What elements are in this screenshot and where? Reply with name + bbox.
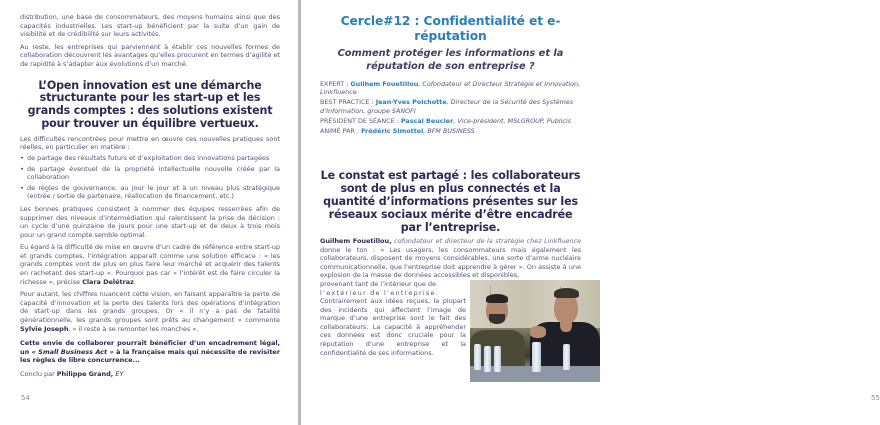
person-name-sylvie-joseph: Sylvie Joseph — [20, 324, 69, 333]
paragraph-fouetillou: Guilhem Fouetillou, cofondateur et directeur de la stratégie chez Linkfluence donne le ton : « Les usagers, les consommateurs mais également les collaborateurs, disposent de moyens considérables, une sorte d’arme nucléaire communicationnelle, que l’entreprise doit apprendre à gérer ». On assiste à une explosion de la masse de données accessibles et disponibles, — [320, 236, 582, 280]
section-title: Cercle#12 : Confidentialité et e-réputation — [340, 14, 561, 43]
list-item: • de partage éventuel de la propriété intellectuelle nouvelle créée par la collaboration — [20, 165, 280, 182]
left-column — [20, 13, 280, 382]
list-item: • de règles de gouvernance, au jour le jour et à un niveau plus stratégique (entrée / sortie de partenaire, réallocation de financement, etc.) — [20, 184, 280, 201]
open-innovation-callout: L’Open innovation est une démarche structurante pour les start-up et les grands comptes : des solutions existent pour trouver un équilibre vertueux. — [27, 78, 273, 130]
difficulties-intro: Les difficultés rencontrées pour mettre en œuvre ces nouvelles pratiques sont réelles, en particulier en matière : — [20, 134, 280, 152]
person-name-philippe-grand: Philippe Grand — [56, 370, 111, 378]
speaker-expert: EXPERT : Guilhem Fouetillou, Cofondateur et Directeur Stratégie et Innovation, Linkfluence — [320, 80, 581, 97]
list-item: • de partage des résultats futurs et d’exploitation des innovations partagées — [20, 154, 280, 163]
page-55 — [301, 0, 880, 425]
speakers-list — [320, 80, 581, 135]
conclusion-bold-paragraph: Cette envie de collaborer pourrait bénéficier d’un encadrement légal, un « Small Business Act » à la française mais qui nécessite de revisiter les règles de libre concurrence... — [20, 339, 280, 365]
concluded-by-line: Conclu par Philippe Grand, EY — [20, 370, 124, 378]
right-column — [320, 14, 581, 357]
text-photo-wrap — [320, 280, 581, 357]
integration-paragraph: Eu égard à la difficulté de mise en œuvre d’un cadre de référence entre start-up et grands comptes, l’intégration apparaît comme une solution efficace : « les grands comptes vont de plus en plus faire leur marché et acquérir des talents en rachetant des start-up ». Pourquoi pas car « l’intérêt est de faire circuler la richesse », précise Clara Delétraz. — [20, 243, 280, 286]
page-number-right: 55 — [871, 394, 880, 402]
paragraph-au-reste: Au reste, les entreprises qui parviennent à établir ces nouvelles formes de collaboration découvrent les avantages qu’elles procurent en termes d’agilité et de rapidité à s’adapter aux évolutions d’un marché. — [20, 42, 280, 68]
page-54 — [0, 0, 299, 425]
nuance-paragraph: Pour autant, les chiffres nuancent cette vision, en faisant apparaître la perte de capacité d’innovation et la perte des talents lors des opérations d’intégration de start-up dans les grands groupes. Or « il n’y a pas de fatalité générationnelle, les grands groupes sont prêts au changement » commente Sylvie Joseph, « il reste à se remonter les manches ». — [20, 290, 280, 333]
speaker-host: ANIMÉ PAR : Frédéric Simottel, BFM BUSINESS — [320, 126, 475, 135]
speaker-president: PRÉSIDENT DE SÉANCE : Pascal Beucler, Vice-président, MSLGROUP, Publicis — [320, 116, 571, 125]
constat-callout: Le constat est partagé : les collaborateurs sont de plus en plus connectés et la quantité d’informations présentes sur les réseaux sociaux mérite d’être encadrée par l’entreprise. — [320, 168, 581, 234]
paragraph-distribution: distribution, une base de consommateurs, des moyens humains ainsi que des capacités industrielles. Les start-up bénéficient par la suite d’un gain de visibilité et de crédibilité sur leurs activités. — [20, 13, 280, 39]
page-number-left: 54 — [21, 394, 30, 402]
organization-ey: EY — [115, 370, 124, 378]
speaker-best-practice: BEST PRACTICE : Jean-Yves Poichotte, Directeur de la Sécurité des Systèmes d’Information, groupe SANOFI — [320, 98, 574, 115]
difficulties-list — [20, 154, 280, 201]
conference-photo — [470, 280, 600, 382]
person-name-clara-deletraz: Clara Delétraz — [82, 277, 134, 286]
wrapped-paragraph: provenant tant de l’intérieur que de l’extérieur de l’entreprise. Contrairement aux idées reçues, la plupart des incidents qui affectent l’image de marque d’une entreprise sont le fait des collaborateurs. La capacité à appréhender ces données est donc cruciale pour la réputation d’une entreprise et la confidentialité de ses informations. — [320, 279, 466, 357]
section-subtitle: Comment protéger les informations et la réputation de son entreprise ? — [337, 48, 564, 72]
good-practices-paragraph: Les bonnes pratiques consistent à nommer des équipes resserrées afin de supprimer des niveaux d’intermédiation qui ralentissent la prise de décision : un cycle d’une quinzaine de jours pour une start-up et de deux à trois mois pour un grand compte semble optimal. — [20, 204, 280, 239]
